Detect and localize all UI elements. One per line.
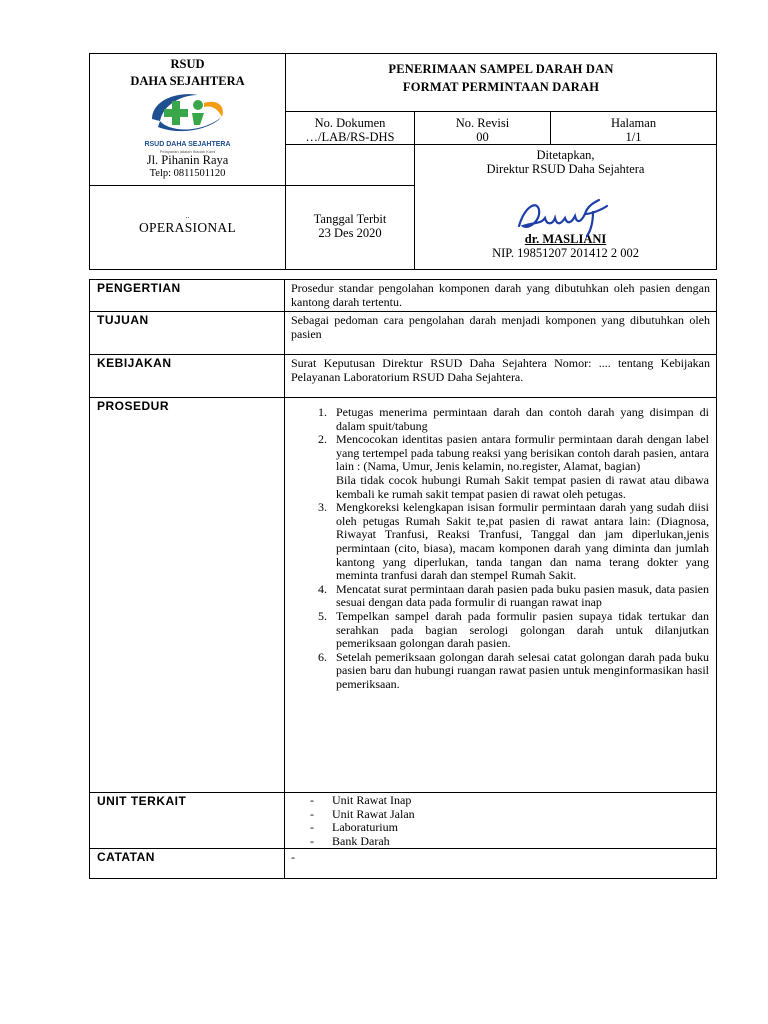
row-tujuan [90,312,717,355]
signer-nip: NIP. 19851207 201412 2 002 [492,246,639,260]
row-kebijakan [90,355,717,398]
document-title [286,54,717,112]
category-dots: .. [185,211,190,220]
prosedur-step: 6. Setelah pemeriksaan golongan darah selesai catat golongan darah pada buku pasien baru dan hubungi ruangan rawat pasien untuk menginformasikan hasil pemeriksaan. [330,651,709,692]
unit-terkait-label: UNIT TERKAIT [90,793,285,849]
tujuan-text: Sebagai pedoman cara pengolahan darah menjadi komponen yang dibutuhkan oleh pasien [285,312,717,355]
revision-label: No. Revisi [455,116,510,130]
prosedur-step: 3. Mengkoreksi kelengkapan isisan formulir permintaan darah yang sudah diisi oleh petugas Rumah Sakit te,pat pasien di rawat antara lain: (Diagnosa, Riwayat Tranfusi, Reaksi Tranfusi, Tanggal dan jam diperlukan,jenis permintaan (cito, biasa), macam komponen darah yang diminta dan jumlah kantong yang diperlukan, tanda tangan dan nama terang dokter yang meminta tranfusi darah dan stempel Rumah Sakit. [330,501,709,583]
row-prosedur [90,398,717,793]
logo-tagline: Pelayanan adalah Ibadah Kami [159,149,216,154]
unit-item: - Laboraturium [310,820,398,835]
doc-number-label: No. Dokumen [314,116,386,130]
hospital-name-line1: RSUD [170,57,205,71]
document-header [89,53,717,270]
issue-date-value: 23 Des 2020 [318,225,382,240]
unit-item: - Bank Darah [310,833,390,848]
hospital-logo [138,91,238,154]
tujuan-label: TUJUAN [90,312,285,355]
row-unit-terkait [90,793,717,849]
prosedur-step: 4. Mencatat surat permintaan darah pasien pada buku pasien masuk, data pasien sesuai dengan data pada formulir di ruangan rawat inap [330,583,709,610]
row-catatan [90,849,717,879]
signer-name: dr. MASLIANI [524,232,607,246]
approved-by-title: Direktur RSUD Daha Sejahtera [486,162,645,176]
document-title-line1: PENERIMAAN SAMPEL DARAH DAN [388,62,614,76]
pengertian-label: PENGERTIAN [90,280,285,312]
hospital-phone: Telp: 0811501120 [149,168,226,179]
document-title-line2: FORMAT PERMINTAAN DARAH [402,80,600,94]
logo-wordmark: RSUD DAHA SEJAHTERA [144,141,231,148]
pengertian-text: Prosedur standar pengolahan komponen darah yang dibutuhkan oleh pasien dengan kantong darah tertentu. [285,280,717,312]
page-value: 1/1 [625,130,642,144]
category-label: OPERASIONAL [138,219,237,235]
prosedur-step: 5. Tempelkan sampel darah pada formulir pasien supaya tidak tertukar dan serahkan pada bagian serologi golongan darah untuk dilanjutkan pemeriksaan golongan darah pasien. [330,610,709,651]
page-cell [551,112,717,145]
kebijakan-label: KEBIJAKAN [90,355,285,398]
prosedur-steps [285,406,709,691]
signature-mark [511,196,621,238]
kebijakan-text: Surat Keputusan Direktur RSUD Daha Sejahtera Nomor: .... tentang Kebijakan Pelayanan Laboratorium RSUD Daha Sejahtera. [285,355,717,398]
prosedur-content [285,398,717,793]
page-label: Halaman [610,116,657,130]
procedure-table [89,279,717,879]
category-cell [90,186,286,270]
hospital-name-line2: DAHA SEJAHTERA [130,74,245,88]
hospital-identity-cell [90,54,286,186]
unit-terkait-content [285,793,717,849]
doc-number-value: …/LAB/RS-DHS [305,130,395,144]
prosedur-step: 2. Mencocokan identitas pasien antara formulir permintaan darah dengan label yang tertempel pada tabung reaksi yang berisikan contoh darah pasien, antara lain : (Nama, Umur, Jenis kelamin, no.register, Alamat, bagian) Bila tidak cocok hubungi Rumah Sakit tempat pasien di rawat atau dibawa kembali ke rumah sakit tempat pasien di rawat oleh petugas. [330,433,709,501]
catatan-text: - [285,849,717,879]
prosedur-label: PROSEDUR [90,398,285,793]
unit-list [285,794,716,848]
issue-date-label: Tanggal Terbit [313,211,387,226]
doc-number-cell [286,112,415,145]
prosedur-step: 1. Petugas menerima permintaan darah dan contoh darah yang disimpan di dalam spuit/tabung [330,406,709,433]
revision-value: 00 [476,130,489,144]
signature [415,196,716,240]
empty-cell [286,145,415,186]
approval-cell [415,145,717,270]
hospital-address: Jl. Pihanin Raya [146,153,229,167]
prosedur-step-note: Bila tidak cocok hubungi Rumah Sakit tempat pasien di rawat atau dibawa kembali ke rumah sakit tempat pasien di rawat oleh petugas. [336,472,709,501]
approved-label: Ditetapkan, [536,148,595,162]
unit-item: - Unit Rawat Inap [310,793,412,807]
hospital-logo-emblem [138,91,238,137]
catatan-label: CATATAN [90,849,285,879]
row-pengertian [90,280,717,312]
unit-item: - Unit Rawat Jalan [310,806,415,821]
revision-cell [415,112,551,145]
issue-date-cell [286,186,415,270]
